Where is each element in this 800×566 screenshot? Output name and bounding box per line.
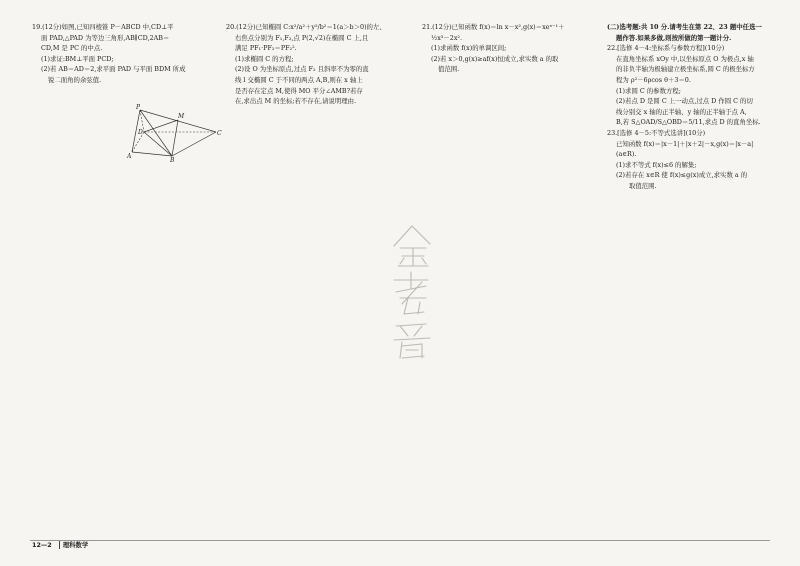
- q22-line-1: 在直角坐标系 xOy 中,以坐标原点 O 为极点,x 轴: [616, 54, 754, 63]
- q22-line-2: 的非负半轴为极轴建立极坐标系,圆 C 的极坐标方: [616, 65, 755, 74]
- q22-part-1: (1)求圆 C 的参数方程;: [616, 86, 681, 95]
- edge-DM: [144, 120, 178, 132]
- label-A: A: [127, 153, 132, 160]
- subject-label: 理科数学: [62, 541, 89, 549]
- edge-BM: [172, 120, 178, 156]
- q20-line-5: (2)设 O 为坐标原点,过点 F₂ 且斜率不为零的直: [235, 65, 369, 74]
- question-21: [422, 22, 600, 75]
- q21-line-5: 值范围.: [438, 65, 460, 74]
- label-M: M: [178, 113, 185, 120]
- q19-line-4: (1)求证:BM⊥平面 PCD;: [41, 54, 114, 63]
- edge-BC: [172, 132, 216, 156]
- q22-part-2c: B,若 S△OAD/S△OBD＝5/11,求点 D 的直角坐标.: [616, 118, 761, 127]
- edge-AB: [132, 152, 172, 156]
- label-C: C: [217, 130, 222, 137]
- q20-line-1: 20.(12分)已知椭圆 C:x²/a²＋y²/b²＝1(a＞b＞0)的左、: [226, 23, 386, 31]
- q19-line-5: (2)若 AB＝AD＝2,求平面 PAD 与平面 BDM 所成: [41, 65, 186, 74]
- q22-part-2b: 线分别交 x 轴的正半轴、y 轴的正半轴于点 A,: [616, 107, 747, 116]
- q22-part-2a: (2)若点 D 是圆 C 上一动点,过点 D 作圆 C 的切: [616, 97, 753, 106]
- q21-line-4: (2)若 x＞0,g(x)≥af(x)恒成立,求实数 a 的取: [431, 54, 559, 63]
- q23-line-1: 已知函数 f(x)＝|x－1|＋|x＋2|－x,g(x)＝|x－a|: [616, 139, 754, 148]
- q23-part-1: (1)求不等式 f(x)≤6 的解集;: [616, 160, 697, 169]
- q19-line-6: 锐二面角的余弦值.: [48, 75, 102, 84]
- elective-header-2: 题作答.如果多做,则按所做的第一题计分.: [616, 33, 732, 42]
- q20-line-8: 在,求出点 M 的坐标;若不存在,请说明理由.: [235, 97, 357, 106]
- q23-part-2b: 取值范围.: [629, 181, 657, 190]
- q20-line-4: (1)求椭圆 C 的方程;: [235, 54, 294, 63]
- pyramid-figure: [126, 104, 226, 164]
- q22-title: 22.[选修 4－4:坐标系与参数方程](10分): [607, 44, 725, 53]
- question-20: [226, 22, 414, 107]
- label-D: D: [138, 129, 143, 136]
- q19-line-3: CD,M 是 PC 的中点.: [41, 44, 103, 53]
- q23-title: 23.[选修 4－5:不等式选讲](10分): [607, 128, 706, 137]
- page-footer: [32, 540, 88, 549]
- footer-separator: [59, 541, 60, 549]
- q23-part-2a: (2)若存在 x∈R 使 f(x)≤g(x)成立,求实数 a 的: [616, 171, 748, 180]
- q23-line-2: (a∈R).: [616, 150, 637, 159]
- q21-line-1: 21.(12分)已知函数 f(x)＝ln x－x²,g(x)＝xeˣ⁻¹＋: [422, 23, 565, 31]
- q19-line-1: 19.(12分)如图,已知四棱锥 P－ABCD 中,CD⊥平: [32, 23, 174, 31]
- q20-line-3: 满足 PF₁·PF₂＝PF₂².: [235, 44, 297, 53]
- q21-line-2: ½x³－2x².: [431, 33, 463, 42]
- q20-line-2: 右焦点分别为 F₁,F₂,点 P(2,√2)在椭圆 C 上,且: [235, 33, 369, 42]
- handwritten-watermark: [382, 222, 442, 367]
- elective-header-1: (二)选考题:共 10 分.请考生在第 22、23 题中任选一: [607, 23, 762, 31]
- page-number: 12—2: [32, 541, 52, 549]
- q21-line-3: (1)求函数 f(x)的单调区间;: [431, 44, 507, 53]
- q20-line-6: 线 l 交椭圆 C 于不同的两点 A,B,则在 x 轴上: [235, 75, 363, 84]
- q20-line-7: 是否存在定点 M,使得 MO 平分∠AMB?若存: [235, 86, 363, 95]
- label-P: P: [136, 104, 141, 111]
- q22-line-3: 程为 ρ²－6ρcos θ＋3＝0.: [616, 75, 691, 84]
- label-B: B: [170, 157, 175, 164]
- question-19: [32, 22, 218, 86]
- footer-divider: [30, 540, 770, 541]
- elective-questions: [607, 22, 791, 192]
- q19-line-2: 面 PAD,△PAD 为等边三角形,AB∥CD,2AB＝: [41, 33, 170, 42]
